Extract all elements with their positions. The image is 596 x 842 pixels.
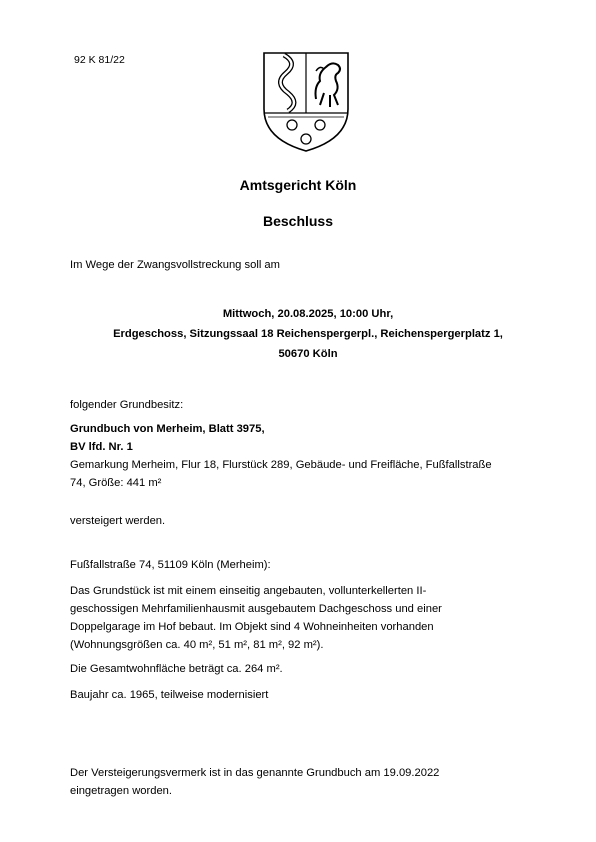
registration-note	[70, 764, 540, 800]
appointment-city: 50670 Köln	[278, 348, 338, 360]
document-type: Beschluss	[262, 213, 334, 229]
auction-statement: versteigert werden.	[70, 515, 166, 527]
registration-note-line-2: eingetragen worden.	[70, 785, 173, 797]
registration-note-line-1: Der Versteigerungsvermerk ist in das genannte Grundbuch am 19.09.2022	[70, 767, 440, 779]
land-register-details-2: 74, Größe: 441 m²	[70, 477, 162, 489]
description-line-4: (Wohnungsgrößen ca. 40 m², 51 m², 81 m², 92 m²).	[70, 639, 324, 651]
intro-text: Im Wege der Zwangsvollstreckung soll am	[70, 259, 280, 271]
land-register-title: Grundbuch von Merheim, Blatt 3975,	[70, 423, 265, 435]
living-area: Die Gesamtwohnfläche beträgt ca. 264 m².	[70, 663, 283, 675]
appointment-block	[40, 304, 576, 364]
coat-of-arms-icon	[258, 47, 354, 155]
description-line-3: Doppelgarage im Hof bebaut. Im Objekt sind 4 Wohneinheiten vorhanden	[70, 621, 434, 633]
file-number: 92 K 81/22	[74, 54, 125, 66]
property-address: Fußfallstraße 74, 51109 Köln (Merheim):	[70, 559, 271, 571]
description-line-1: Das Grundstück ist mit einem einseitig angebauten, vollunterkellerten II-	[70, 585, 427, 597]
appointment-location: Erdgeschoss, Sitzungssaal 18 Reichenspergerpl., Reichenspergerplatz 1,	[113, 328, 503, 340]
property-description	[70, 582, 540, 654]
land-register-entry: BV lfd. Nr. 1	[70, 441, 133, 453]
construction-year: Baujahr ca. 1965, teilweise modernisiert	[70, 689, 269, 701]
description-line-2: geschossigen Mehrfamilienhausmit ausgebautem Dachgeschoss und einer	[70, 603, 442, 615]
court-name: Amtsgericht Köln	[239, 177, 357, 193]
land-register-details-1: Gemarkung Merheim, Flur 18, Flurstück 289, Gebäude- und Freifläche, Fußfallstraße	[70, 459, 492, 471]
property-intro: folgender Grundbesitz:	[70, 399, 184, 411]
appointment-date-time: Mittwoch, 20.08.2025, 10:00 Uhr,	[222, 308, 394, 320]
land-register-block	[70, 420, 492, 492]
